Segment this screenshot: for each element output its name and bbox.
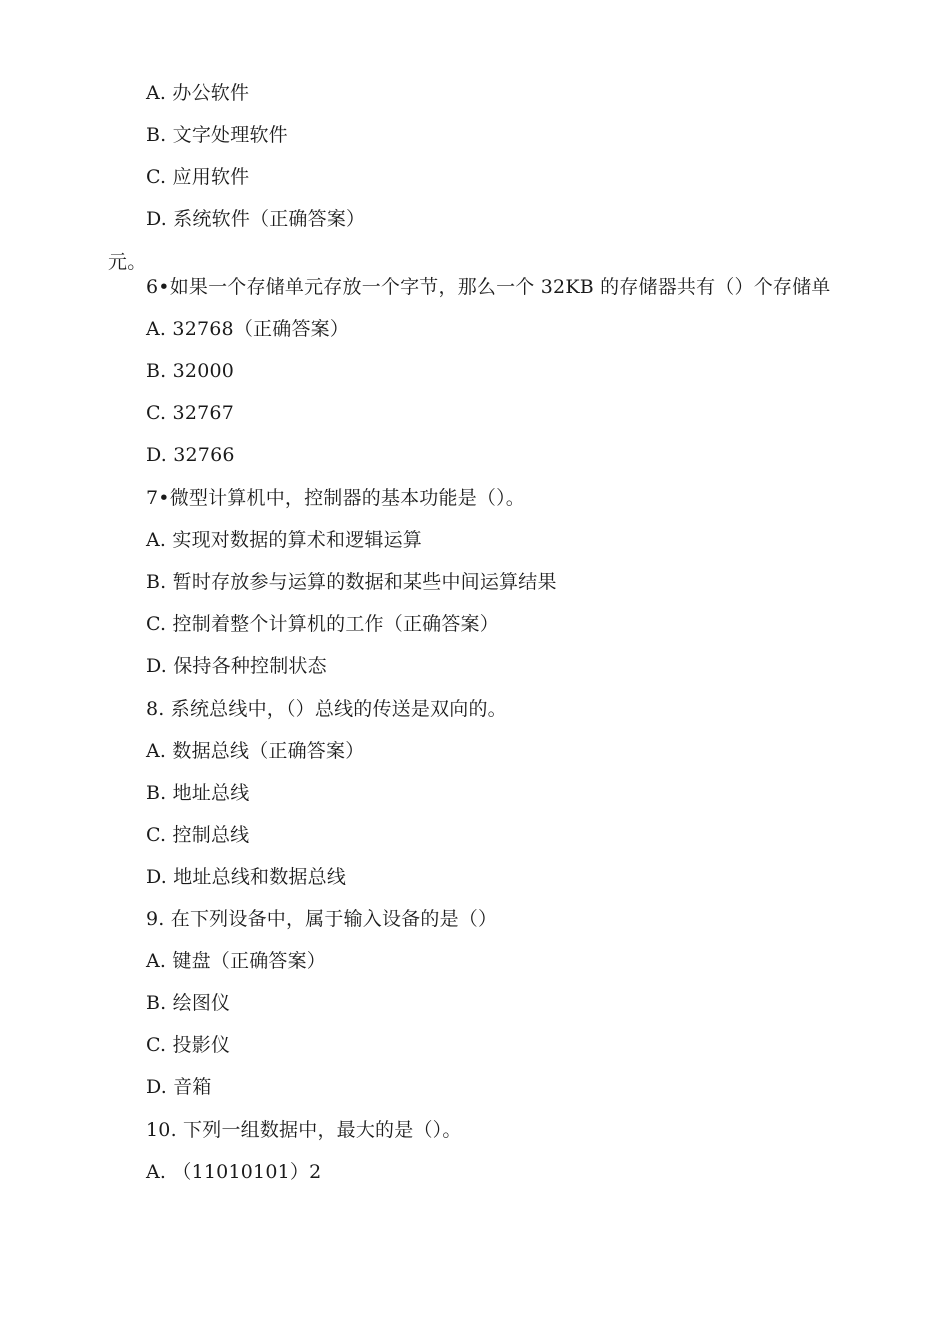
q9-option-a: A. 键盘（正确答案）: [146, 950, 327, 972]
q10-option-a: A. （11010101）2: [146, 1161, 322, 1183]
q6-option-d: D. 32766: [146, 444, 235, 466]
q6-question-wrap: 元。: [108, 251, 147, 273]
q5-option-a: A. 办公软件: [146, 82, 250, 104]
q7-question: 7•微型计算机中，控制器的基本功能是（）。: [146, 487, 525, 509]
q8-option-a: A. 数据总线（正确答案）: [146, 740, 365, 762]
q10-question: 10. 下列一组数据中，最大的是（）。: [146, 1119, 462, 1141]
q8-option-c: C. 控制总线: [146, 824, 250, 846]
q9-option-c: C. 投影仪: [146, 1034, 231, 1056]
q5-option-d: D. 系统软件（正确答案）: [146, 208, 366, 230]
q5-option-c: C. 应用软件: [146, 166, 250, 188]
q6-option-a: A. 32768（正确答案）: [146, 318, 350, 340]
q8-option-b: B. 地址总线: [146, 782, 250, 804]
q6-question: 6•如果一个存储单元存放一个字节，那么一个 32KB 的存储器共有（）个存储单: [146, 276, 831, 298]
q6-option-c: C. 32767: [146, 402, 234, 424]
q6-option-b: B. 32000: [146, 360, 235, 382]
q5-option-b: B. 文字处理软件: [146, 124, 288, 146]
q7-option-c: C. 控制着整个计算机的工作（正确答案）: [146, 613, 499, 635]
q7-option-a: A. 实现对数据的算术和逻辑运算: [146, 529, 423, 551]
q9-option-b: B. 绘图仪: [146, 992, 231, 1014]
q7-option-d: D. 保持各种控制状态: [146, 655, 327, 677]
q8-question: 8. 系统总线中，（）总线的传送是双向的。: [146, 698, 507, 720]
q9-question: 9. 在下列设备中，属于输入设备的是（）: [146, 908, 498, 930]
q7-option-b: B. 暂时存放参与运算的数据和某些中间运算结果: [146, 571, 557, 593]
q9-option-d: D. 音箱: [146, 1076, 212, 1098]
q8-option-d: D. 地址总线和数据总线: [146, 866, 347, 888]
